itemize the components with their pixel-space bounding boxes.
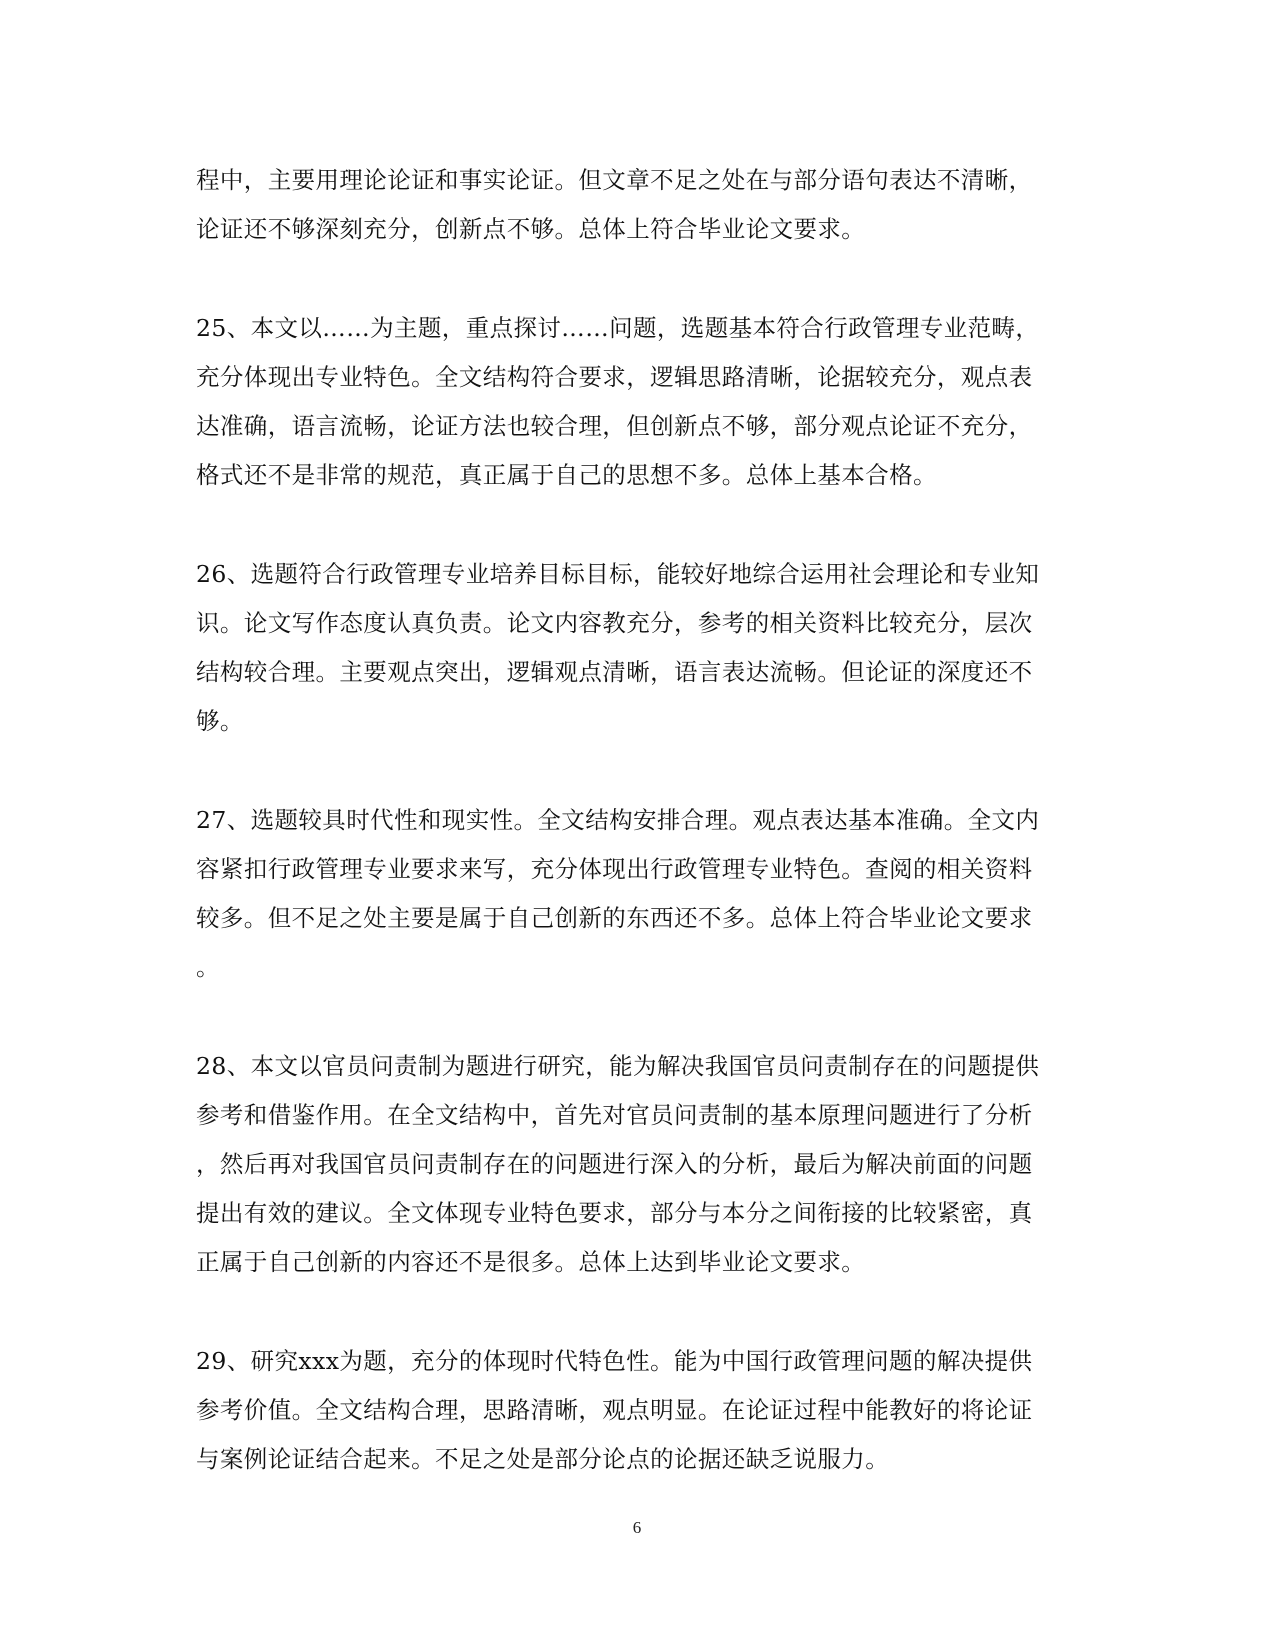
text-line: 28、本文以官员问责制为题进行研究，能为解决我国官员问责制存在的问题提供 <box>196 1052 1040 1080</box>
paragraph-spacer <box>196 500 1076 550</box>
text-line: 格式还不是非常的规范，真正属于自己的思想不多。总体上基本合格。 <box>196 461 937 489</box>
text-line: 程中，主要用理论论证和事实论证。但文章不足之处在与部分语句表达不清晰， <box>196 166 1033 194</box>
paragraph-spacer <box>196 254 1076 304</box>
page-number: 6 <box>632 1518 642 1537</box>
text-line: 。 <box>196 953 220 981</box>
paragraph-27 <box>196 796 1076 992</box>
paragraph-24-continuation <box>196 156 1076 254</box>
text-line: 充分体现出专业特色。全文结构符合要求，逻辑思路清晰，论据较充分，观点表 <box>196 363 1033 391</box>
paragraph-29 <box>196 1337 1076 1484</box>
document-body <box>196 156 1076 1484</box>
text-line: 参考和借鉴作用。在全文结构中，首先对官员问责制的基本原理问题进行了分析 <box>196 1101 1033 1129</box>
text-line: 26、选题符合行政管理专业培养目标目标，能较好地综合运用社会理论和专业知 <box>196 560 1040 588</box>
paragraph-26 <box>196 550 1076 746</box>
text-line: ，然后再对我国官员问责制存在的问题进行深入的分析，最后为解决前面的问题 <box>196 1150 1033 1178</box>
text-line: 27、选题较具时代性和现实性。全文结构安排合理。观点表达基本准确。全文内 <box>196 806 1040 834</box>
text-line: 够。 <box>196 707 244 735</box>
paragraph-spacer <box>196 992 1076 1042</box>
text-line: 参考价值。全文结构合理，思路清晰，观点明显。在论证过程中能教好的将论证 <box>196 1396 1033 1424</box>
text-line: 达准确，语言流畅，论证方法也较合理，但创新点不够，部分观点论证不充分， <box>196 412 1033 440</box>
text-line: 与案例论证结合起来。不足之处是部分论点的论据还缺乏说服力。 <box>196 1445 890 1473</box>
text-line: 正属于自己创新的内容还不是很多。总体上达到毕业论文要求。 <box>196 1248 866 1276</box>
text-line: 容紧扣行政管理专业要求来写，充分体现出行政管理专业特色。查阅的相关资料 <box>196 855 1033 883</box>
text-line: 论证还不够深刻充分，创新点不够。总体上符合毕业论文要求。 <box>196 215 866 243</box>
text-line: 提出有效的建议。全文体现专业特色要求，部分与本分之间衔接的比较紧密，真 <box>196 1199 1033 1227</box>
text-line: 较多。但不足之处主要是属于自己创新的东西还不多。总体上符合毕业论文要求 <box>196 904 1033 932</box>
paragraph-spacer <box>196 746 1076 796</box>
paragraph-spacer <box>196 1287 1076 1337</box>
paragraph-28 <box>196 1042 1076 1287</box>
text-line: 29、研究xxx为题，充分的体现时代特色性。能为中国行政管理问题的解决提供 <box>196 1347 1033 1375</box>
text-line: 25、本文以……为主题，重点探讨……问题，选题基本符合行政管理专业范畴， <box>196 314 1040 342</box>
text-line: 结构较合理。主要观点突出，逻辑观点清晰，语言表达流畅。但论证的深度还不 <box>196 658 1033 686</box>
text-line: 识。论文写作态度认真负责。论文内容教充分，参考的相关资料比较充分，层次 <box>196 609 1033 637</box>
paragraph-25 <box>196 304 1076 500</box>
